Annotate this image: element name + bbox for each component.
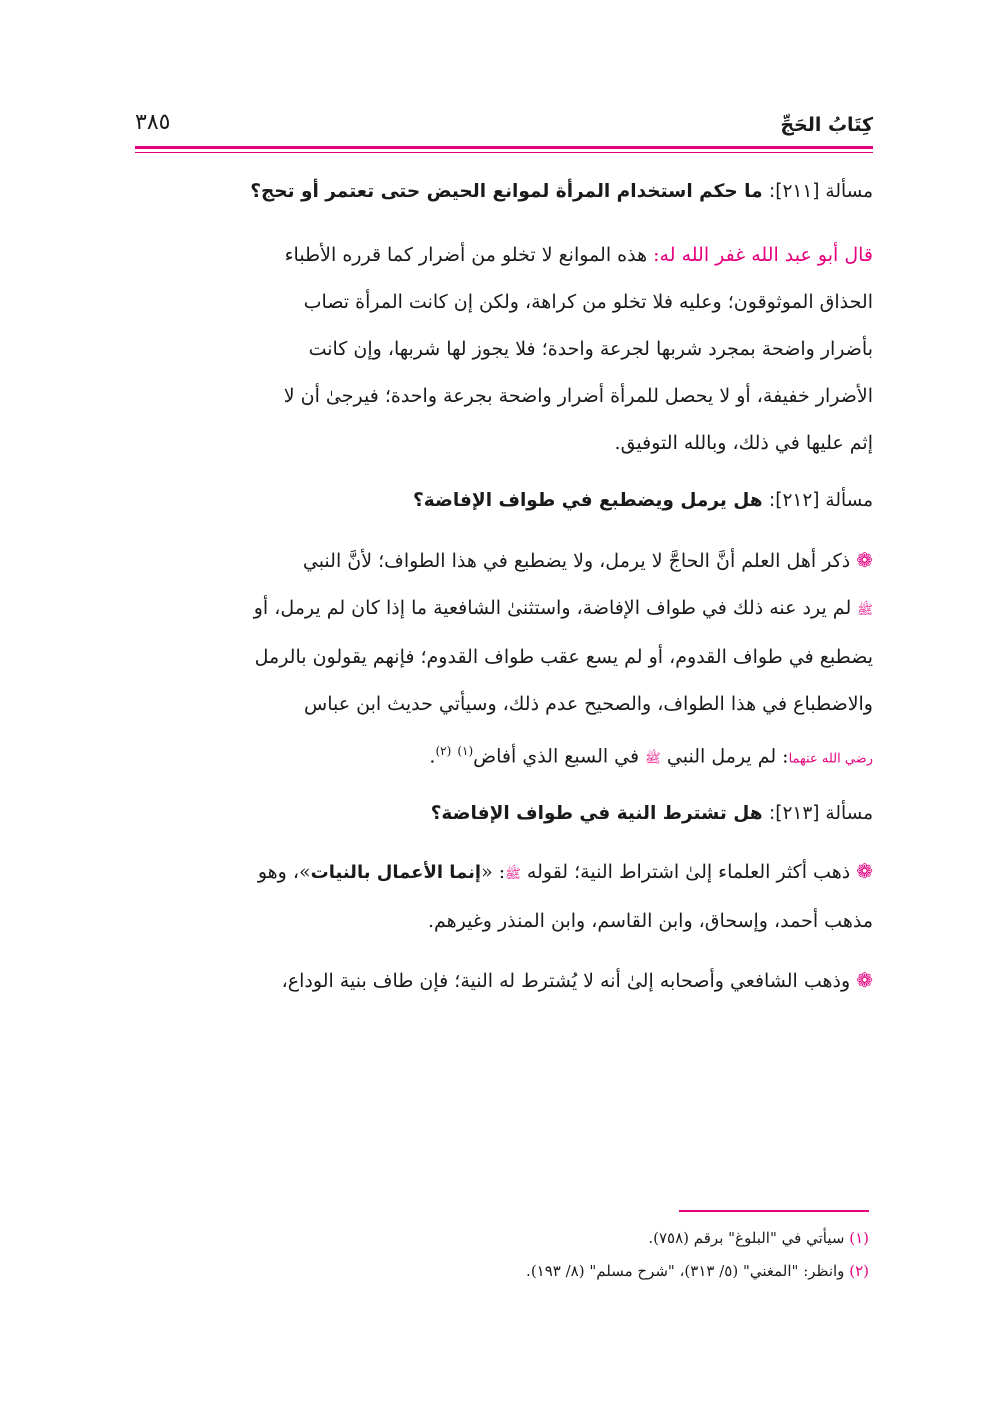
text-line: : «: [481, 861, 506, 884]
running-title: كِتَابُ الحَجِّ: [780, 114, 873, 136]
footnote-number: (١): [849, 1229, 869, 1247]
footnote-ref[interactable]: (٢): [435, 744, 452, 758]
paragraph-line: [135, 585, 873, 634]
paragraph-line: والاضطباع في هذا الطواف، والصحيح عدم ذلك، وسيأتي حديث ابن عباس: [304, 693, 873, 715]
paragraph-line: [135, 728, 873, 782]
page-header: [135, 100, 873, 150]
text-line: ذهب أكثر العلماء إلىٰ اشتراط النية؛ لقوله: [526, 861, 851, 884]
text-line: .: [429, 745, 436, 768]
question-title: هل يرمل ويضطبع في طواف الإفاضة؟: [413, 490, 763, 511]
paragraph-line: [135, 957, 873, 1005]
answer-213: [135, 848, 873, 945]
header-rule-thick: [135, 146, 873, 149]
text-line: »، وهو: [257, 861, 311, 884]
paragraph-line: [135, 537, 873, 585]
footnote-separator: [679, 1210, 869, 1212]
flower-ornament-icon: ❁: [856, 968, 873, 993]
question-213: [135, 800, 873, 828]
paragraph-line: الحذاق الموثوقون؛ وعليه فلا تخلو من كراهة، ولكن إن كانت المرأة تصاب: [303, 291, 873, 313]
question-label: مسألة [٢١٢]:: [769, 490, 873, 511]
answer-211: [135, 232, 873, 467]
footnote-text: سيأتي في "البلوغ" برقم (٧٥٨).: [648, 1229, 845, 1247]
question-title: ما حكم استخدام المرأة لموانع الحيض حتى تعتمر أو تحج؟: [250, 181, 763, 202]
honorific-glyph: ﷺ: [505, 867, 521, 883]
paragraph-line: الأضرار خفيفة، أو لا يحصل للمرأة أضرار واضحة بجرعة واحدة؛ فيرجىٰ أن لا: [283, 385, 873, 407]
footnote-number: (٢): [849, 1262, 869, 1280]
header-rule-thin: [135, 152, 873, 153]
question-title: هل تشترط النية في طواف الإفاضة؟: [430, 803, 763, 825]
question-212: [135, 487, 873, 515]
footnote-2: [131, 1255, 869, 1288]
honorific-glyph: ﷺ: [857, 603, 873, 618]
text-line: لم يرد عنه ذلك في طواف الإفاضة، واستثنىٰ الشافعية ما إذا كان لم يرمل، أو: [253, 597, 852, 619]
honorific-glyph: رضي الله عنهما: [788, 751, 873, 767]
answer-212: [135, 537, 873, 782]
footnotes: [131, 1222, 869, 1288]
hadith-text: إنما الأعمال بالنيات: [310, 862, 482, 884]
question-label: مسألة [٢١٣]:: [769, 803, 873, 825]
text-line: وذهب الشافعي وأصحابه إلىٰ أنه لا يُشترط له النية؛ فإن طاف بنية الوداع،: [281, 970, 851, 993]
paragraph-line: إثم عليها في ذلك، وبالله التوفيق.: [614, 432, 873, 454]
footnote-1: [131, 1222, 869, 1255]
question-label: مسألة [٢١١]:: [769, 181, 873, 202]
paragraph-line: [135, 232, 873, 279]
paragraph-line: بأضرار واضحة بمجرد شربها لجرعة واحدة؛ فلا يجوز لها شربها، وإن كانت: [308, 338, 873, 360]
page-body: [135, 100, 873, 1005]
paragraph-line: مذهب أحمد، وإسحاق، وابن القاسم، وابن المنذر وغيرهم.: [427, 910, 873, 933]
text-line: في السبع الذي أفاض: [473, 745, 640, 768]
footnote-text: وانظر: "المغني" (٥/ ٣١٣)، "شرح مسلم" (٨/ ١٩٣).: [526, 1262, 845, 1280]
page-number: ٣٨٥: [135, 110, 171, 135]
text-line: : لم يرمل النبي: [666, 745, 789, 768]
text-line: هذه الموانع لا تخلو من أضرار كما قرره الأطباء: [284, 244, 648, 266]
answer-213-b: [135, 957, 873, 1005]
author-attribution: قال أبو عبد الله غفر الله له:: [653, 244, 873, 266]
paragraph-line: يضطبع في طواف القدوم، أو لم يسع عقب طواف القدوم؛ فإنهم يقولون بالرمل: [254, 646, 873, 668]
flower-ornament-icon: ❁: [856, 548, 873, 572]
flower-ornament-icon: ❁: [856, 859, 873, 884]
paragraph-line: [135, 848, 873, 898]
question-211: [135, 178, 873, 206]
honorific-glyph: ﷺ: [645, 751, 661, 767]
footnote-ref[interactable]: (١): [457, 744, 474, 758]
text-line: ذكر أهل العلم أنَّ الحاجَّ لا يرمل، ولا يضطبع في هذا الطواف؛ لأنَّ النبي: [302, 550, 851, 572]
